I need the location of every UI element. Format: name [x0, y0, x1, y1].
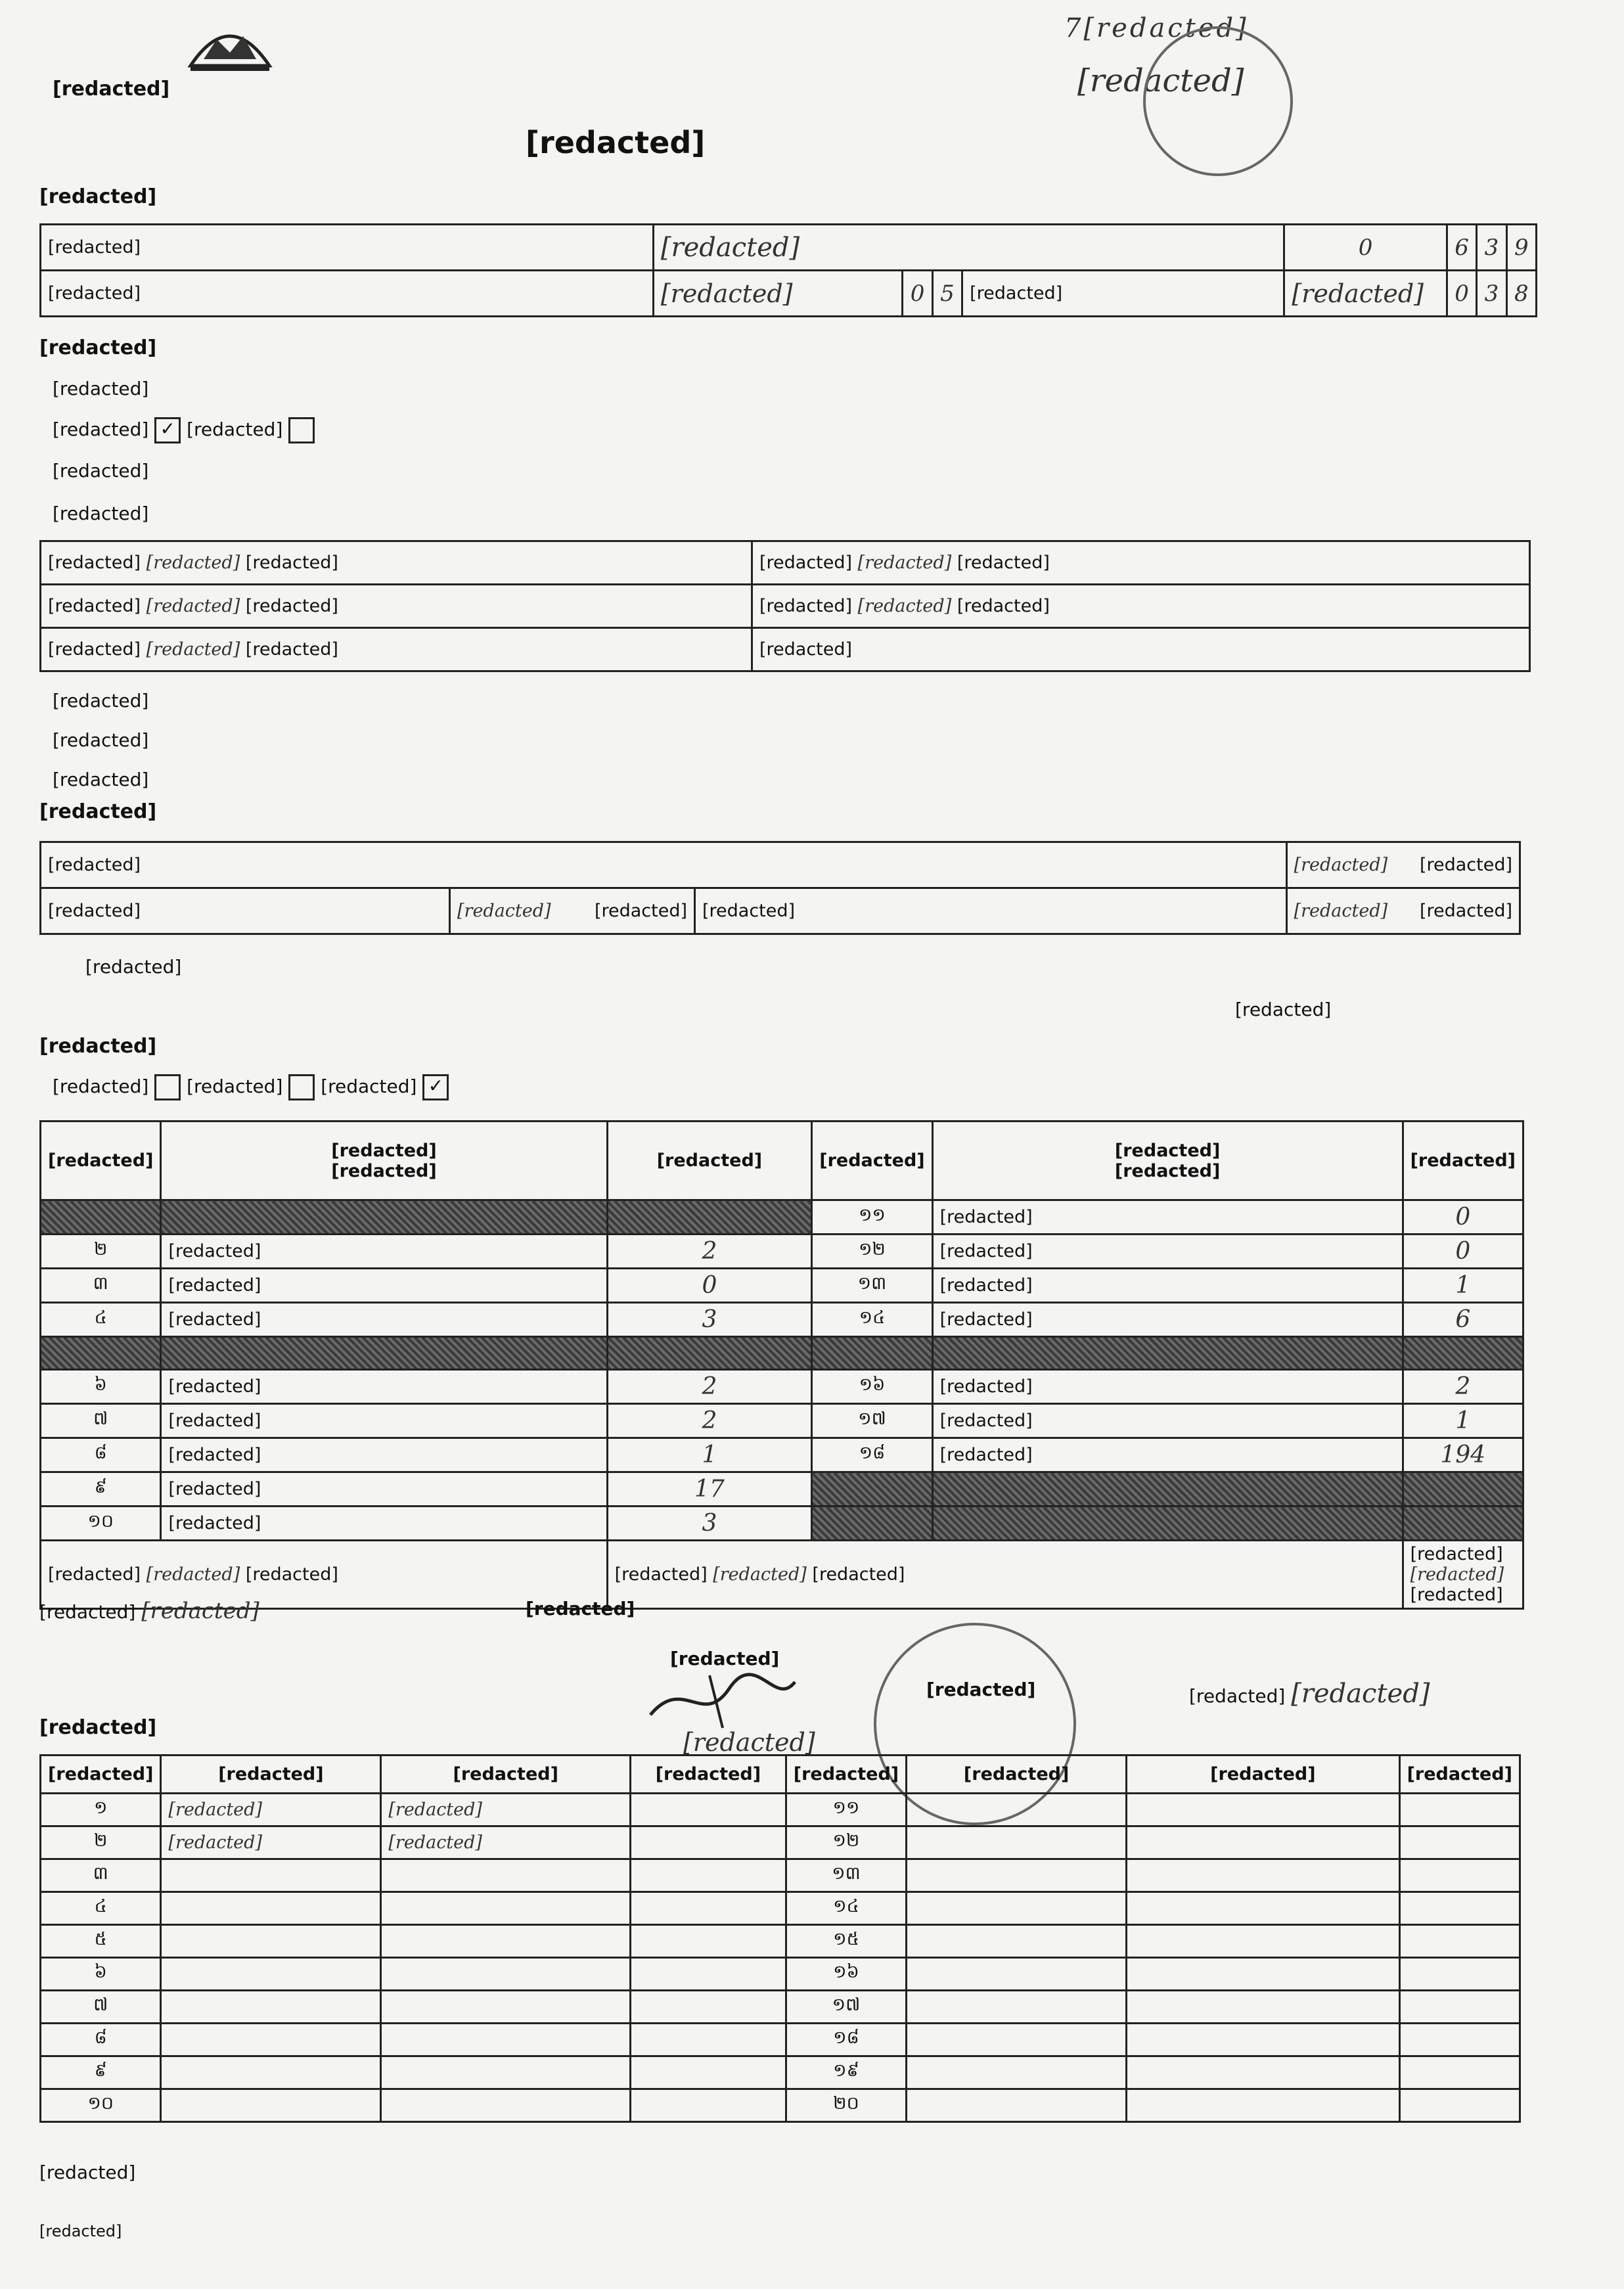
result-party [932, 1507, 1403, 1541]
witness-signature [631, 1991, 786, 2024]
checkbox-checked[interactable]: ✓ [422, 1074, 449, 1100]
section1-table [39, 223, 1537, 317]
witness-signature [631, 2024, 786, 2056]
count-c [41, 628, 752, 671]
witness-name [161, 2024, 381, 2056]
result-no [812, 1337, 932, 1370]
witness-col: [redacted] [1127, 1756, 1399, 1794]
witness-no: ១៦ [786, 1958, 906, 1991]
result-party: [redacted] [932, 1438, 1403, 1472]
table-row [41, 1235, 1523, 1269]
commune-label: [redacted] [962, 271, 1284, 317]
witness-signature [631, 1859, 786, 1892]
witness-no: ១៣ [786, 1859, 906, 1892]
table-row [41, 1925, 1520, 1958]
table-row [41, 1200, 1523, 1235]
table-row [41, 1958, 1520, 1991]
witness-name [161, 1925, 381, 1958]
table-row [41, 1794, 1520, 1826]
section2-heading: [redacted] [39, 336, 157, 359]
checkbox-checked[interactable]: ✓ [154, 417, 181, 443]
witness-party [1127, 1958, 1399, 1991]
complaints-row1-unit: [redacted] [1419, 855, 1512, 875]
result-no: ៩ [41, 1472, 161, 1507]
result-votes: 1 [1403, 1269, 1523, 1303]
section2-line2-tail: [redacted] [187, 419, 283, 440]
witness-col: [redacted] [161, 1756, 381, 1794]
section3-heading: [redacted] [39, 800, 157, 823]
table-row [41, 1507, 1523, 1541]
count-unit: [redacted] [245, 596, 338, 616]
commune-value: [redacted] [1284, 271, 1447, 317]
result-no: ១១ [812, 1200, 932, 1235]
result-party: [redacted] [161, 1472, 607, 1507]
result-party: [redacted] [161, 1507, 607, 1541]
commune-digit: 8 [1506, 271, 1536, 317]
witness-signature [1399, 1892, 1520, 1925]
form-reference: [redacted] [39, 2222, 122, 2240]
witness-signature [1399, 1958, 1520, 1991]
complaints-row2b-hand: [redacted] [1294, 901, 1388, 921]
witness-party [381, 1892, 631, 1925]
count-b-value: [redacted] [146, 596, 240, 616]
witness-party [381, 1991, 631, 2024]
total-unit: [redacted] [245, 1564, 338, 1585]
result-votes: 0 [1403, 1235, 1523, 1269]
result-party: [redacted] [932, 1235, 1403, 1269]
province-digit: 5 [932, 271, 962, 317]
section2-line2-text: [redacted] [53, 419, 149, 440]
complaints-row2b-label: [redacted] [695, 888, 1287, 934]
col-no: [redacted] [41, 1122, 161, 1200]
result-no: ១៤ [812, 1303, 932, 1337]
col-party-sub: [redacted] [1114, 1160, 1221, 1181]
section3-note-tail: [redacted] [1235, 999, 1332, 1020]
total-all-label: [redacted] [1410, 1544, 1503, 1564]
witness-signature [631, 1826, 786, 1859]
table-row [41, 1269, 1523, 1303]
organization-name: [redacted] [53, 78, 170, 101]
result-votes: 1 [1403, 1404, 1523, 1438]
result-no: ១៧ [812, 1404, 932, 1438]
count-c-label: [redacted] [48, 639, 141, 660]
col-votes: [redacted] [607, 1122, 812, 1200]
table-row [41, 2056, 1520, 2089]
section1-heading: [redacted] [39, 185, 157, 208]
witness-col: [redacted] [907, 1756, 1127, 1794]
witness-no: ១៤ [786, 1892, 906, 1925]
section4-line1-end: [redacted] [321, 1076, 417, 1097]
result-votes [1403, 1507, 1523, 1541]
total-invalid [607, 1541, 1403, 1609]
secretary-line [1189, 1679, 1430, 1709]
witness-party [1127, 1859, 1399, 1892]
witness-col: [redacted] [786, 1756, 906, 1794]
total-valid-value: [redacted] [146, 1564, 240, 1585]
table-row [41, 1859, 1520, 1892]
witness-no: ១០ [41, 2089, 161, 2122]
station-digit: 6 [1447, 225, 1476, 271]
station-value: [redacted] [653, 225, 1284, 271]
section2-line4: [redacted] [53, 503, 149, 524]
chair-signature-icon [644, 1662, 801, 1734]
witness-name: [redacted] [161, 1826, 381, 1859]
witness-party [1127, 1892, 1399, 1925]
witness-party [381, 1958, 631, 1991]
table-row [41, 1892, 1520, 1925]
station-digit: 3 [1477, 225, 1506, 271]
total-invalid-value: [redacted] [713, 1564, 807, 1585]
witness-no: ១៥ [786, 1925, 906, 1958]
commune-digit: 3 [1477, 271, 1506, 317]
witness-name [907, 1826, 1127, 1859]
witness-party [1127, 1826, 1399, 1859]
section2-line2 [53, 417, 315, 443]
result-no: ៦ [41, 1370, 161, 1404]
witness-col: [redacted] [41, 1756, 161, 1794]
witness-no: ៧ [41, 1991, 161, 2024]
witness-name [907, 1892, 1127, 1925]
count-e [752, 585, 1530, 628]
handwritten-note-top-2: [redacted] [1077, 62, 1244, 99]
witness-party [381, 1859, 631, 1892]
witness-no: ១៧ [786, 1991, 906, 2024]
result-no: ១៦ [812, 1370, 932, 1404]
result-votes: 0 [1403, 1200, 1523, 1235]
total-unit: [redacted] [1410, 1585, 1503, 1605]
committee-label: [redacted] [526, 1598, 635, 1620]
result-no: ២ [41, 1235, 161, 1269]
result-no [41, 1200, 161, 1235]
witness-no: ១២ [786, 1826, 906, 1859]
witness-no: ៨ [41, 2024, 161, 2056]
col-party [161, 1122, 607, 1200]
result-votes: 0 [607, 1269, 812, 1303]
count-a [41, 541, 752, 585]
station-digit: 0 [1284, 225, 1447, 271]
witness-signature [631, 2089, 786, 2122]
witness-name [907, 2024, 1127, 2056]
count-d-label: [redacted] [759, 553, 853, 573]
witness-name [161, 1892, 381, 1925]
witness-signature [1399, 2024, 1520, 2056]
complaints-row1-value [1286, 842, 1520, 888]
result-party: [redacted] [932, 1303, 1403, 1337]
result-votes: 2 [607, 1370, 812, 1404]
province-value: [redacted] [653, 271, 903, 317]
result-party: [redacted] [161, 1404, 607, 1438]
col-party-sub: [redacted] [331, 1160, 437, 1181]
result-no [812, 1472, 932, 1507]
witness-no: ២ [41, 1826, 161, 1859]
col-party [932, 1122, 1403, 1200]
table-row [41, 2089, 1520, 2122]
witness-name [907, 1794, 1127, 1826]
witness-no: ១ [41, 1794, 161, 1826]
table-row [41, 2024, 1520, 2056]
total-invalid-label: [redacted] [614, 1564, 708, 1585]
table-row [41, 1337, 1523, 1370]
result-party [932, 1337, 1403, 1370]
witness-no: ១៩ [786, 2056, 906, 2089]
result-votes [607, 1200, 812, 1235]
bottom-note: [redacted] [39, 2162, 136, 2183]
witness-party [1127, 2024, 1399, 2056]
member-label: [redacted] [926, 1679, 1036, 1700]
result-votes: 194 [1403, 1438, 1523, 1472]
date-value: [redacted] [141, 1598, 259, 1624]
result-no: ៤ [41, 1303, 161, 1337]
count-d [752, 541, 1530, 585]
witness-no: ៩ [41, 2056, 161, 2089]
witness-signature [1399, 2089, 1520, 2122]
total-valid-label: [redacted] [48, 1564, 141, 1585]
table-row [41, 1404, 1523, 1438]
witness-col: [redacted] [631, 1756, 786, 1794]
province-digit: 0 [903, 271, 932, 317]
table-row [41, 1438, 1523, 1472]
witness-no: ៦ [41, 1958, 161, 1991]
count-a-value: [redacted] [146, 553, 240, 573]
witness-party [1127, 2089, 1399, 2122]
result-votes: 2 [607, 1235, 812, 1269]
result-votes: 1 [607, 1438, 812, 1472]
witness-name [161, 1991, 381, 2024]
chair-label: [redacted] [670, 1648, 780, 1669]
count-e-value: [redacted] [857, 596, 952, 616]
witness-party [1127, 1991, 1399, 2024]
result-votes: 6 [1403, 1303, 1523, 1337]
official-stamp-top [1143, 26, 1293, 176]
witness-table [39, 1754, 1521, 2123]
section4-line1-text: [redacted] [53, 1076, 149, 1097]
result-votes: 2 [1403, 1370, 1523, 1404]
section4-line1 [53, 1074, 449, 1100]
witness-signature [1399, 1991, 1520, 2024]
witness-no: ១៨ [786, 2024, 906, 2056]
result-votes [1403, 1472, 1523, 1507]
result-party [161, 1200, 607, 1235]
count-unit: [redacted] [245, 553, 338, 573]
witness-name [907, 1958, 1127, 1991]
section2-line3: [redacted] [53, 460, 149, 482]
witness-signature [1399, 1826, 1520, 1859]
witness-no: ១១ [786, 1794, 906, 1826]
table-row [41, 1991, 1520, 2024]
table-row [41, 1370, 1523, 1404]
result-party: [redacted] [161, 1438, 607, 1472]
col-votes: [redacted] [1403, 1122, 1523, 1200]
witness-signature [631, 1925, 786, 1958]
checkbox-unchecked[interactable] [154, 1074, 181, 1100]
result-party: [redacted] [161, 1370, 607, 1404]
section4-heading: [redacted] [39, 1035, 157, 1058]
secretary-hand: [redacted] [1291, 1679, 1430, 1709]
count-e-label: [redacted] [759, 596, 853, 616]
station-label: [redacted] [41, 225, 654, 271]
section2-line5-text: [redacted] [53, 690, 149, 712]
witness-no: ៤ [41, 1892, 161, 1925]
page-title: [redacted] [526, 125, 706, 160]
witness-name [161, 1859, 381, 1892]
result-party: [redacted] [932, 1269, 1403, 1303]
witness-party [381, 2056, 631, 2089]
witness-signature [1399, 1859, 1520, 1892]
witness-name [161, 2089, 381, 2122]
witness-party: [redacted] [381, 1826, 631, 1859]
commune-digit: 0 [1447, 271, 1476, 317]
witness-party [381, 1925, 631, 1958]
witness-signature [631, 1794, 786, 1826]
section5-heading: [redacted] [39, 1716, 157, 1739]
col-party-title: [redacted] [331, 1140, 437, 1161]
result-no: ១៣ [812, 1269, 932, 1303]
col-party-title: [redacted] [1114, 1140, 1221, 1161]
result-votes: 3 [607, 1303, 812, 1337]
witness-name [907, 1925, 1127, 1958]
witness-signature [631, 1958, 786, 1991]
witness-signature [1399, 1794, 1520, 1826]
complaints-row2b-value [1286, 888, 1520, 934]
result-votes: 2 [607, 1404, 812, 1438]
witness-name [907, 2056, 1127, 2089]
complaints-row2a-value [450, 888, 695, 934]
result-no [812, 1507, 932, 1541]
count-b [41, 585, 752, 628]
result-party [161, 1337, 607, 1370]
result-party: [redacted] [161, 1235, 607, 1269]
count-unit: [redacted] [245, 639, 338, 660]
witness-party [1127, 1794, 1399, 1826]
result-party: [redacted] [161, 1269, 607, 1303]
witness-name [161, 2056, 381, 2089]
witness-col: [redacted] [381, 1756, 631, 1794]
result-party: [redacted] [932, 1370, 1403, 1404]
witness-no: ៣ [41, 1859, 161, 1892]
date-label: [redacted] [39, 1601, 136, 1623]
table-row [41, 1303, 1523, 1337]
handwritten-note-top: 7[redacted] [1064, 13, 1249, 43]
complaints-row2a-label: [redacted] [41, 888, 450, 934]
section2-line7: [redacted] [53, 769, 149, 790]
total-all-value: [redacted] [1410, 1564, 1504, 1585]
result-votes [607, 1337, 812, 1370]
counts-table [39, 540, 1531, 672]
count-a-label: [redacted] [48, 553, 141, 573]
count-formula: [redacted] [752, 628, 1530, 671]
table-row [41, 1826, 1520, 1859]
result-party [932, 1472, 1403, 1507]
section2-line5 [53, 690, 148, 712]
result-no: ៨ [41, 1438, 161, 1472]
count-unit: [redacted] [957, 596, 1050, 616]
witness-party: [redacted] [381, 1794, 631, 1826]
witness-signature [1399, 2056, 1520, 2089]
complaints-row2a-unit: [redacted] [594, 901, 687, 921]
result-no [41, 1337, 161, 1370]
complaints-row2b-unit: [redacted] [1419, 901, 1512, 921]
complaints-row1-hand: [redacted] [1294, 855, 1388, 875]
count-unit: [redacted] [957, 553, 1050, 573]
witness-signature [631, 2056, 786, 2089]
result-votes: 17 [607, 1472, 812, 1507]
secretary-label: [redacted] [1189, 1685, 1286, 1707]
witness-name [907, 1991, 1127, 2024]
result-no: ៧ [41, 1404, 161, 1438]
witness-signature [1399, 1925, 1520, 1958]
province-label: [redacted] [41, 271, 654, 317]
date-line [39, 1598, 259, 1624]
witness-party [1127, 2056, 1399, 2089]
section3-note: [redacted] [85, 956, 182, 978]
result-no: ១០ [41, 1507, 161, 1541]
total-unit: [redacted] [812, 1564, 905, 1585]
witness-name: [redacted] [161, 1794, 381, 1826]
result-party: [redacted] [932, 1200, 1403, 1235]
count-c-value: [redacted] [146, 639, 240, 660]
complaints-row1-label: [redacted] [41, 842, 1287, 888]
count-b-label: [redacted] [48, 596, 141, 616]
complaints-row2a-hand: [redacted] [457, 901, 551, 921]
result-no: ៣ [41, 1269, 161, 1303]
chair-name-hand: [redacted] [683, 1728, 815, 1757]
witness-no: ៥ [41, 1925, 161, 1958]
total-all [1403, 1541, 1523, 1609]
station-digit: 9 [1506, 225, 1536, 271]
witness-no: ២០ [786, 2089, 906, 2122]
witness-col: [redacted] [1399, 1756, 1520, 1794]
result-no: ១៨ [812, 1438, 932, 1472]
witness-name [907, 1859, 1127, 1892]
count-d-value: [redacted] [857, 553, 952, 573]
result-party: [redacted] [932, 1404, 1403, 1438]
result-votes: 3 [607, 1507, 812, 1541]
section2-line6: [redacted] [53, 729, 149, 751]
col-no: [redacted] [812, 1122, 932, 1200]
checkbox-unchecked[interactable] [288, 417, 315, 443]
witness-party [381, 2024, 631, 2056]
result-no: ១២ [812, 1235, 932, 1269]
witness-name [907, 2089, 1127, 2122]
witness-signature [631, 1892, 786, 1925]
witness-name [161, 1958, 381, 1991]
checkbox-unchecked[interactable] [288, 1074, 315, 1100]
results-table [39, 1120, 1524, 1610]
table-row [41, 1472, 1523, 1507]
witness-party [1127, 1925, 1399, 1958]
section4-line1-mid: [redacted] [187, 1076, 283, 1097]
result-party: [redacted] [161, 1303, 607, 1337]
complaints-table [39, 841, 1521, 935]
section2-line1: [redacted] [53, 378, 149, 399]
witness-party [381, 2089, 631, 2122]
result-votes [1403, 1337, 1523, 1370]
nec-logo-icon [177, 13, 282, 76]
